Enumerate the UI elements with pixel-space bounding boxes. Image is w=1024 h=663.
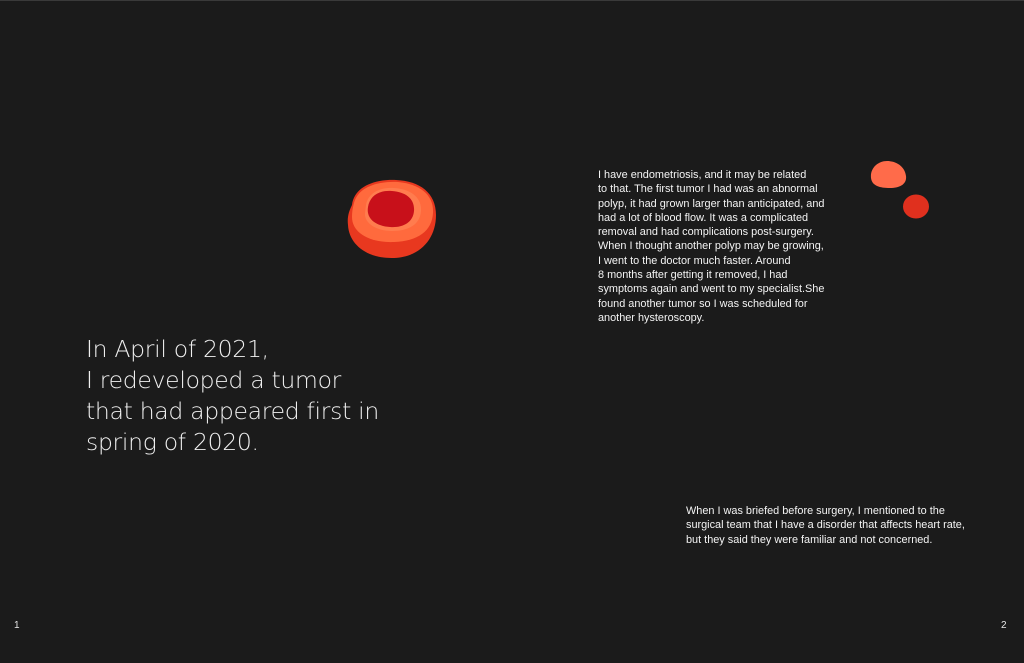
red-cell-illustration bbox=[344, 175, 438, 261]
body-paragraph: I have endometriosis, and it may be related to that. The first tumor I had was an abnormal polyp, it had grown larger than anticipated, and had a lot of blood flow. It was a complicated removal and had complications post-surgery. When I thought another polyp may be growing, I went to the doctor much faster. Around 8 months after getting it removed, I had symptoms again and went to my specialist.She found another tumor so I was scheduled for another hysteroscopy. bbox=[598, 169, 825, 324]
page-number-left: 1 bbox=[14, 620, 20, 631]
left-page bbox=[0, 1, 512, 663]
red-blob-illustration bbox=[901, 193, 931, 220]
cell-core bbox=[368, 191, 414, 227]
salmon-blob-illustration bbox=[868, 158, 908, 190]
headline: In April of 2021, I redeveloped a tumor that had appeared first in spring of 2020. bbox=[86, 335, 379, 456]
page-number-right: 2 bbox=[1001, 620, 1007, 631]
right-page bbox=[512, 1, 1024, 663]
note-paragraph: When I was briefed before surgery, I mentioned to the surgical team that I have a disorder that affects heart rate, but they said they were familiar and not concerned. bbox=[686, 505, 965, 546]
